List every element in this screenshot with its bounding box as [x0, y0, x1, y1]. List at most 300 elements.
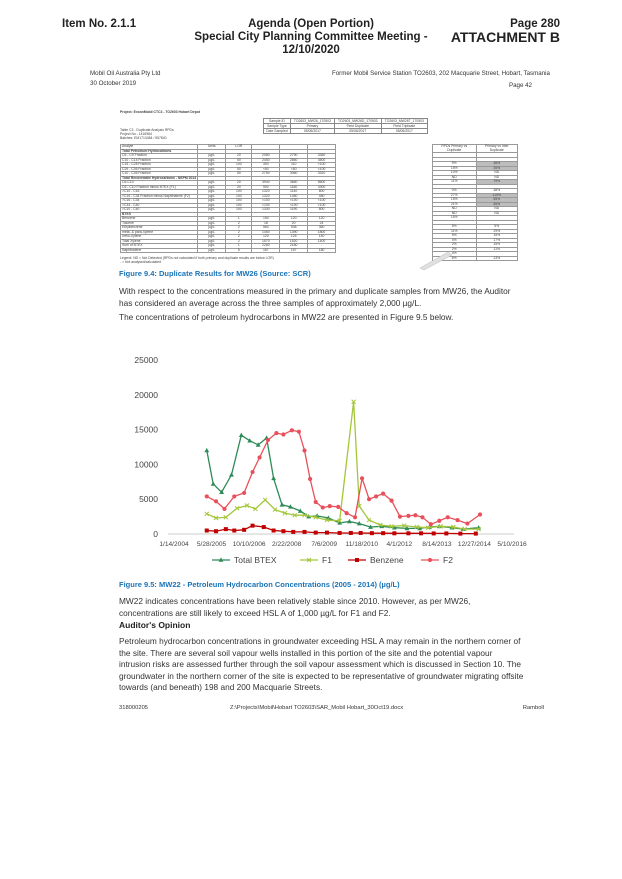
data-point — [280, 502, 285, 506]
data-point — [290, 428, 294, 432]
data-point — [266, 438, 270, 442]
legend-label: F1 — [322, 555, 332, 565]
table-cell: BTEX — [121, 212, 198, 217]
table-cell: 120 — [280, 217, 308, 222]
table-cell: Sum of BTEX — [121, 244, 198, 249]
table-cell: µg/L — [198, 194, 226, 199]
table-cell: 50 — [226, 167, 252, 172]
table-cell: 2180 — [280, 244, 308, 249]
rpd-cell: 29% — [476, 229, 517, 234]
rpd-cell: 55% — [476, 202, 517, 207]
table-cell: 1320 — [252, 190, 280, 195]
data-point — [251, 524, 255, 528]
rpd-cell: 15% — [433, 166, 477, 171]
table-cell: 140 — [308, 235, 336, 240]
sample-header-cell: Primary — [290, 124, 334, 129]
table-cell: Analyte — [121, 145, 198, 150]
rpd-cell: 27% — [433, 193, 477, 198]
rpd-cell: ND — [433, 175, 477, 180]
data-point — [302, 448, 306, 452]
data-point — [347, 519, 352, 523]
table-cell: 157 — [280, 248, 308, 253]
rpd-cell: 2% — [433, 243, 477, 248]
data-point — [446, 515, 450, 519]
table-cell: 20 — [226, 185, 252, 190]
footer-file-path: Z:\Projects\Mobil\Hobart TO2603\SAR_Mobil Hobart_30Oct19.docx — [230, 705, 404, 711]
mw22-line-chart — [120, 352, 527, 574]
table-cell: µg/L — [198, 221, 226, 226]
table-cell: µg/L — [198, 244, 226, 249]
table-cell: <100 — [252, 199, 280, 204]
data-point — [271, 476, 276, 480]
rpd-cell: 2% — [433, 247, 477, 252]
y-tick-label: 5000 — [139, 494, 158, 505]
x-tick-label: 11/18/2010 — [345, 541, 379, 548]
paragraph-mw22-intro: The concentrations of petroleum hydrocarbons in MW22 are presented in Figure 9.5 below. — [119, 312, 454, 322]
table-project: Project: ExxonMobil CTC3 - TO2603 Hobart Depot — [120, 110, 201, 114]
legend-title: Legend — [120, 256, 132, 260]
data-point — [360, 476, 364, 480]
data-point — [437, 519, 441, 523]
table-cell: 120 — [308, 217, 336, 222]
rpd-cell: 11% — [433, 180, 477, 185]
table-cell: Toluene — [121, 221, 198, 226]
paragraph-mw22-stable: MW22 indicates concentrations have been relatively stable since 2010. However, as per MW26, concentrations are still likely to exceed HSL A of 1,000 µg/L for F1 and F2. — [119, 596, 471, 618]
data-point — [349, 531, 353, 535]
table-cell: C6 - C10 Fraction minus BTEX (F1) — [121, 185, 198, 190]
data-point — [297, 430, 301, 434]
data-point — [314, 531, 318, 535]
table-cell: Benzene — [121, 217, 198, 222]
table-cell: >C16 - C34 Fraction minus Naphthalene (F2) — [121, 194, 198, 199]
table-cell: 50 — [226, 172, 252, 177]
footer-doc-number: 318000205 — [119, 705, 149, 711]
attachment-label: ATTACHMENT B — [450, 29, 560, 45]
rpd-cell: 5% — [433, 225, 477, 230]
rpd-cell: 4% — [433, 252, 477, 257]
x-tick-label: 2/22/2008 — [271, 541, 302, 548]
table-cell: Total Xylene — [121, 239, 198, 244]
data-point — [432, 531, 436, 535]
rpd-cell: 21% — [433, 202, 477, 207]
rpd-cell: 17% — [476, 238, 517, 243]
series-line-f2 — [207, 430, 480, 524]
y-tick-label: 20000 — [134, 389, 158, 400]
rpd-cell: ND — [476, 171, 517, 176]
sample-header-cell: Sample Type — [264, 124, 291, 129]
table-cell: 100 — [226, 203, 252, 208]
data-point — [314, 500, 318, 504]
data-point — [420, 515, 424, 519]
table-row — [121, 248, 336, 253]
table-cell: >C16 - C34 — [121, 199, 198, 204]
table-cell: 1140 — [280, 190, 308, 195]
data-point — [458, 532, 462, 536]
table-cell: 5600 — [308, 181, 336, 186]
legend-note-2: - = Not analysed/calculated — [120, 260, 161, 264]
data-point — [345, 511, 349, 515]
rpd-cell: ND — [476, 211, 517, 216]
legend-note-1: ND = Not Detected (RPDs not calculated if both primary and duplicate results are below LOR) — [133, 256, 274, 260]
data-point — [465, 521, 469, 525]
rpd-cell: ND — [433, 207, 477, 212]
data-point — [242, 528, 246, 532]
table-cell: 100 — [226, 163, 252, 168]
table-cell: <100 — [308, 203, 336, 208]
legend-label: Total BTEX — [234, 555, 277, 565]
table-cell: 300 — [252, 163, 280, 168]
table-cell: µg/L — [198, 230, 226, 235]
rpd-cell: 15% — [476, 243, 517, 248]
data-point — [444, 531, 448, 535]
data-point — [205, 529, 209, 533]
table-cell: µg/L — [198, 172, 226, 177]
data-point — [274, 431, 278, 435]
table-cell: >C10 - C16 — [121, 190, 198, 195]
table-cell: 1330 — [252, 208, 280, 213]
rpd-cell: 13% — [476, 256, 517, 261]
table-cell: >C10 - C40 — [121, 208, 198, 213]
table-cell: 100 — [226, 190, 252, 195]
table-cell: 3660 — [280, 181, 308, 186]
table-cell: 3060 — [280, 172, 308, 177]
data-point — [214, 499, 218, 503]
data-point — [336, 505, 340, 509]
table-cell: <100 — [252, 203, 280, 208]
sample-header-cell: TO2603_MW26D_170503 — [334, 119, 381, 124]
table-cell: 2 — [226, 239, 252, 244]
y-tick-label: 0 — [153, 529, 158, 539]
table-cell: µg/L — [198, 235, 226, 240]
table-cell: 1390 — [280, 230, 308, 235]
table-cell: 120 — [252, 235, 280, 240]
page-marker — [451, 18, 560, 44]
report-date: 30 October 2019 — [90, 80, 137, 87]
data-point — [204, 448, 209, 452]
table-cell: µg/L — [198, 163, 226, 168]
x-tick-label: 5/10/2016 — [497, 541, 527, 548]
table-cell: 100 — [226, 199, 252, 204]
data-point — [232, 529, 236, 533]
data-point — [370, 531, 374, 535]
data-point — [262, 525, 266, 529]
table-cell: meta- & para-Xylene — [121, 230, 198, 235]
y-tick-label: 10000 — [134, 459, 158, 470]
table-cell: 564 — [252, 226, 280, 231]
data-point — [392, 531, 396, 535]
table-batches: Batches: EM1713484 / 557840 — [120, 136, 167, 140]
duplicate-results-table — [120, 106, 520, 264]
sample-header-table — [263, 118, 428, 134]
data-point — [257, 455, 261, 459]
table-cell: LOR — [226, 145, 252, 150]
table-cell: 2850 — [280, 158, 308, 163]
report-site: Former Mobil Service Station TO2603, 202 Macquarie Street, Hobart, Tasmania — [331, 70, 550, 77]
rpd-cell: 5% — [476, 225, 517, 230]
table-cell: µg/L — [198, 158, 226, 163]
paragraph-auditors-opinion: Petroleum hydrocarbon concentrations in groundwater exceeding HSL A may remain in the northern corner of the site. There are several soil vapour wells installed in this portion of the site and the potential vapour intrusion risks are assessed further through the soil vapour assessment which is discussed in Section 10. The groundwater in the northern corner of the site is expected to be representative of groundwater migrating offsite towards (and beneath) 198 and 200 Macquarie Streets. — [119, 636, 524, 692]
data-point — [413, 513, 417, 517]
data-point — [205, 494, 209, 498]
data-point — [381, 492, 385, 496]
rpd-cell: 6% — [433, 256, 477, 261]
rpd-cell: 11% — [433, 229, 477, 234]
rpd-table — [432, 144, 518, 261]
table-cell: 1190 — [280, 208, 308, 213]
x-tick-label: 8/14/2013 — [422, 541, 452, 548]
data-point — [478, 512, 482, 516]
data-point — [291, 530, 295, 534]
table-cell: 20 — [280, 221, 308, 226]
table-cell: 2080 — [252, 154, 280, 159]
table-cell: <100 — [308, 163, 336, 168]
data-point — [367, 497, 371, 501]
data-point — [211, 481, 216, 485]
sample-header-cell: Sample ID — [264, 119, 291, 124]
data-point — [406, 514, 410, 518]
figure-9-4-caption: Figure 9.4: Duplicate Results for MW26 (Source: SCR) — [119, 269, 311, 278]
table-cell: C15 - C28 Fraction — [121, 163, 198, 168]
table-cell: - — [308, 244, 336, 249]
report-company: Mobil Oil Australia Pty Ltd — [90, 70, 161, 77]
sample-header-cell: 05/06/2017 — [290, 129, 334, 134]
table-cell: 50 — [226, 158, 252, 163]
sample-header-cell: TO2603_MW26T_170503 — [381, 119, 427, 124]
figure-9-5-caption: Figure 9.5: MW22 - Petroleum Hydrocarbon Concentrations (2005 - 2014) (µg/L) — [119, 580, 400, 589]
agenda-line-2: Special City Planning Committee Meeting - 12/10/2020 — [194, 31, 428, 56]
table-cell: µg/L — [198, 239, 226, 244]
data-point — [328, 504, 332, 508]
table-cell: µg/L — [198, 167, 226, 172]
table-cell: C29 - C36 Fraction — [121, 167, 198, 172]
table-cell: 450 — [308, 194, 336, 199]
legend-label: F2 — [443, 555, 453, 565]
table-cell: <50 — [252, 167, 280, 172]
table-cell: 360 — [308, 226, 336, 231]
item-number: Item No. 2.1.1 — [62, 18, 137, 30]
rpd-cell: 10% — [433, 171, 477, 176]
table-cell: >C34 - C40 — [121, 203, 198, 208]
data-point — [281, 529, 285, 533]
table-cell: C6-C10 — [121, 181, 198, 186]
y-tick-label: 15000 — [134, 424, 158, 435]
table-cell: 1800 — [308, 230, 336, 235]
table-cell: µg/L — [198, 181, 226, 186]
table-cell: 2450 — [252, 158, 280, 163]
table-cell: 3350 — [308, 154, 336, 159]
table-cell: 2 — [226, 230, 252, 235]
rpd-cell: 11% — [476, 247, 517, 252]
table-cell: Ethylbenzene — [121, 226, 198, 231]
data-point — [224, 527, 228, 531]
data-point — [308, 477, 312, 481]
table-cell: 1450 — [280, 194, 308, 199]
table-cell: 1520 — [280, 239, 308, 244]
data-point — [321, 505, 325, 509]
table-cell: 3300 — [308, 185, 336, 190]
data-point — [222, 507, 226, 511]
table-cell: 20 — [226, 181, 252, 186]
y-tick-label: 25000 — [134, 355, 158, 365]
table-cell: 2790 — [280, 154, 308, 159]
table-cell: <100 — [308, 199, 336, 204]
rpd-cell: 5% — [433, 234, 477, 239]
data-point — [242, 491, 246, 495]
rpd-cell: 115% — [476, 193, 517, 198]
data-point — [338, 531, 342, 535]
table-cell: 100 — [226, 194, 252, 199]
table-cell: <100 — [280, 203, 308, 208]
table-cell: 1450 — [252, 230, 280, 235]
table-cell: 2 — [226, 226, 252, 231]
data-point — [389, 498, 393, 502]
table-cell: <50 — [280, 167, 308, 172]
data-point — [474, 532, 478, 536]
rpd-header-cell: Primary vs Inter Duplicate — [476, 145, 517, 153]
table-cell: 1180 — [280, 185, 308, 190]
data-point — [250, 470, 254, 474]
rpd-cell: 15% — [476, 234, 517, 239]
table-cell: µg/L — [198, 208, 226, 213]
table-cell: 538 — [280, 226, 308, 231]
analyte-table — [120, 144, 336, 253]
data-point — [353, 515, 357, 519]
table-cell: 24 — [308, 221, 336, 226]
page-number: Page 280 — [510, 18, 560, 30]
table-cell: µg/L — [198, 203, 226, 208]
legend-marker — [355, 558, 359, 562]
table-cell: 100 — [226, 208, 252, 213]
rpd-cell: 9% — [433, 162, 477, 167]
sample-header-cell: 05/06/2017 — [334, 129, 381, 134]
table-cell: 800 — [308, 190, 336, 195]
table-cell: 180 — [308, 248, 336, 253]
table-cell: Total Recoverable Hydrocarbons - NEPM 2013 — [122, 175, 197, 180]
data-point — [406, 531, 410, 535]
table-cell: 1320 — [252, 194, 280, 199]
paragraph-mw26-average: With respect to the concentrations measured in the primary and duplicate samples from MW26, the Auditor has considered an average across the three samples of approximately 2,000 µg/L. — [119, 286, 511, 308]
table-cell: 1570 — [252, 239, 280, 244]
rpd-header-cell: RPDs Primary vs Duplicate — [433, 145, 477, 153]
footer-firm: Ramboll — [522, 705, 544, 711]
agenda-line-1: Agenda (Open Portion) — [248, 18, 374, 30]
data-point — [232, 494, 236, 498]
table-cell: 20 — [226, 154, 252, 159]
rpd-cell: ND — [476, 207, 517, 212]
table-cell: 1 — [226, 244, 252, 249]
table-cell: ortho-Xylene — [121, 235, 198, 240]
table-project-number: Project No.: 1416984 — [120, 132, 152, 136]
data-point — [239, 433, 244, 437]
x-tick-label: 7/6/2009 — [311, 541, 338, 548]
rpd-cell: 0% — [433, 189, 477, 194]
table-cell: C10 - C36 Fraction — [121, 172, 198, 177]
table-cell: 2750 — [252, 172, 280, 177]
x-tick-label: 10/10/2006 — [232, 541, 266, 548]
table-cell: C10 - C14 Fraction — [121, 158, 198, 163]
table-cell: µg/L — [198, 185, 226, 190]
sample-header-cell: Field Triplicate — [381, 124, 427, 129]
sample-header-cell: 05/06/2017 — [381, 129, 427, 134]
data-point — [374, 494, 378, 498]
table-cell: 5 — [226, 248, 252, 253]
table-cell: 1 — [226, 217, 252, 222]
table-cell: Units — [198, 145, 226, 150]
pen-icon — [418, 248, 454, 270]
table-cell: µg/L — [198, 226, 226, 231]
rpd-cell: 38% — [476, 162, 517, 167]
table-cell: 3500 — [308, 158, 336, 163]
legend-label: Benzene — [370, 555, 404, 565]
table-cell: <100 — [280, 199, 308, 204]
auditors-opinion-heading: Auditor's Opinion — [119, 620, 191, 630]
data-point — [419, 531, 423, 535]
table-cell: µg/L — [198, 217, 226, 222]
data-point — [214, 529, 218, 533]
table-cell: <100 — [308, 167, 336, 172]
table-title: Table C3 - Duplicate Analysis RPDs — [120, 128, 174, 132]
x-tick-label: 5/28/2005 — [196, 541, 227, 548]
table-cell: 2 — [226, 221, 252, 226]
sample-header-cell: Date Sampled — [264, 129, 291, 134]
x-tick-label: 4/1/2012 — [386, 541, 413, 548]
data-point — [381, 531, 385, 535]
data-point — [359, 531, 363, 535]
rpd-cell: ND — [433, 211, 477, 216]
rpd-cell: 38% — [476, 189, 517, 194]
rpd-cell: 4% — [433, 238, 477, 243]
table-cell: 1400 — [308, 239, 336, 244]
table-cell: 167 — [252, 248, 280, 253]
rpd-cell: ND — [476, 175, 517, 180]
table-cell: 2 — [226, 235, 252, 240]
table-cell: µg/L — [198, 154, 226, 159]
table-cell: µg/L — [198, 190, 226, 195]
data-point — [272, 529, 276, 533]
rpd-cell: 55% — [476, 198, 517, 203]
x-tick-label: 1/14/2004 — [159, 541, 189, 548]
rpd-cell: 35% — [476, 166, 517, 171]
sample-header-cell: TO2603_MW26_170503 — [290, 119, 334, 124]
series-line-total-btex — [207, 435, 479, 529]
rpd-cell: 15% — [433, 216, 477, 221]
data-point — [325, 531, 329, 535]
data-point — [263, 498, 267, 502]
rpd-cell: 79% — [476, 180, 517, 185]
table-cell: 125 — [280, 235, 308, 240]
data-point — [229, 472, 234, 476]
data-point — [302, 530, 306, 534]
data-point — [398, 515, 402, 519]
report-page: Page 42 — [508, 82, 532, 89]
table-cell: 154 — [252, 217, 280, 222]
legend-marker — [428, 558, 432, 562]
x-tick-label: 12/27/2014 — [457, 541, 491, 548]
sample-header-cell: Field Duplicate — [334, 124, 381, 129]
table-cell: 110 — [280, 163, 308, 168]
table-cell: 3320 — [308, 172, 336, 177]
table-cell: µg/L — [198, 199, 226, 204]
table-cell: 18 — [252, 221, 280, 226]
table-cell: Total Petroleum Hydrocarbons — [121, 149, 198, 154]
table-cell: 800 — [308, 208, 336, 213]
rpd-cell: 15% — [433, 198, 477, 203]
table-cell: Naphthalene — [121, 248, 198, 253]
table-cell: C6 - C9 Fraction — [121, 154, 198, 159]
table-legend: Legend: ND = Not Detected (RPDs not calculated if both primary and duplicate results are below LOR) — [120, 256, 274, 260]
table-cell: 2260 — [252, 244, 280, 249]
table-cell: µg/L — [198, 248, 226, 253]
